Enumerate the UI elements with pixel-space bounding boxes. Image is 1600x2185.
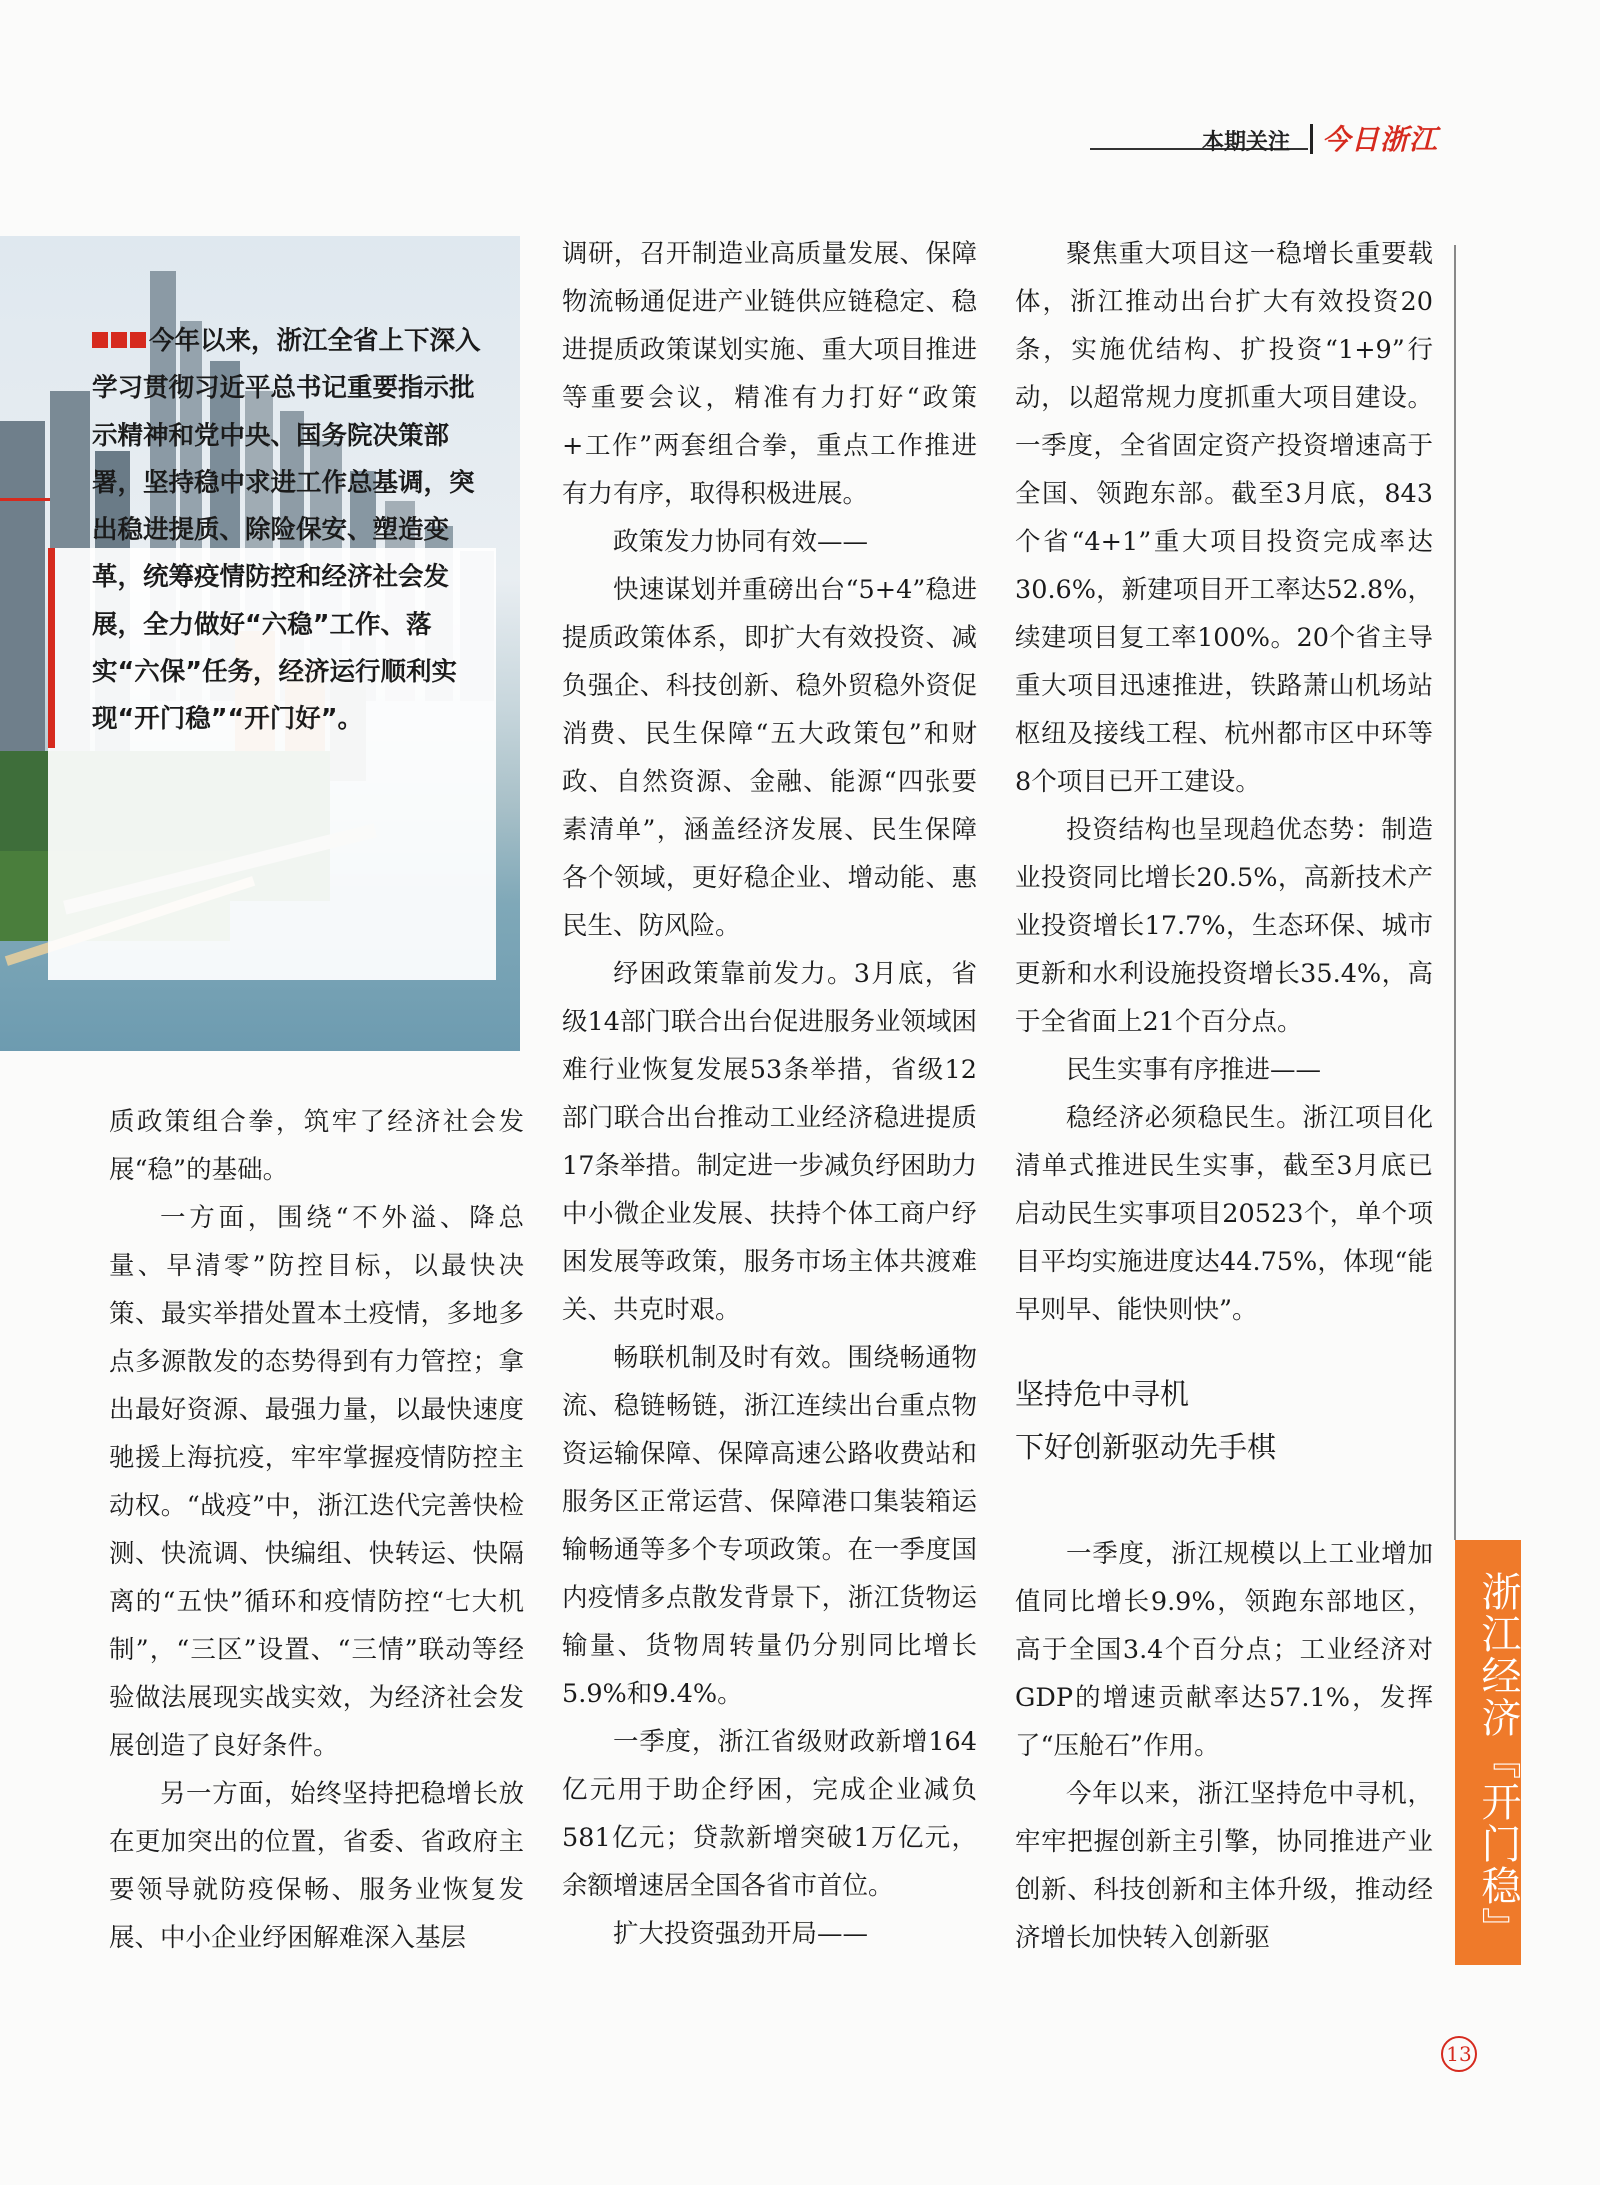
paragraph: 一季度，浙江规模以上工业增加值同比增长9.9%，领跑东部地区，高于全国3.4个百分点；工业经济对GDP的增速贡献率达57.1%，发挥了“压舱石”作用。 [1015, 1539, 1433, 1761]
page-number: 13 [1441, 2036, 1477, 2072]
paragraph: 畅联机制及时有效。围绕畅通物流、稳链畅链，浙江连续出台重点物资运输保障、保障高速公路收费站和服务区正常运营、保障港口集装箱运输畅通等多个专项政策。在一季度国内疫情多点散发背景下，浙江货物运输量、货物周转量仍分别同比增长5.9%和9.4%。 [562, 1343, 977, 1709]
column-rule [1454, 245, 1456, 1540]
section-lead: 民生实事有序推进—— [1066, 1055, 1322, 1085]
column-2 [562, 230, 977, 1958]
paragraph: 聚焦重大项目这一稳增长重要载体，浙江推动出台扩大有效投资20条，实施优结构、扩投资“1+9”行动，以超常规力度抓重大项目建设。一季度，全省固定资产投资增速高于全国、领跑东部。截至3月底，843个省“4+1”重大项目投资完成率达30.6%，新建项目开工率达52.8%，续建项目复工率100%。20个省主导重大项目迅速推进，铁路萧山机场站枢纽及接线工程、杭州都市区中环等8个项目已开工建设。 [1015, 239, 1433, 797]
section-lead: 政策发力协同有效—— [613, 527, 869, 557]
paragraph: 今年以来，浙江坚持危中寻机，牢牢把握创新主引擎，协同推进产业创新、科技创新和主体升级，推动经济增长加快转入创新驱 [1015, 1779, 1433, 1953]
paragraph: 纾困政策靠前发力。3月底，省级14部门联合出台促进服务业领域困难行业恢复发展53条举措，省级12部门联合出台推动工业经济稳进提质17条举措。制定进一步减负纾困助力中小微企业发展、扶持个体工商户纾困发展等政策，服务市场主体共渡难关、共克时艰。 [562, 959, 977, 1325]
paragraph: 快速谋划并重磅出台“5+4”稳进提质政策体系，即扩大有效投资、减负强企、科技创新、稳外贸稳外资促消费、民生保障“五大政策包”和财政、自然资源、金融、能源“四张要素清单”，涵盖经济发展、民生保障各个领域，更好稳企业、增动能、惠民生、防风险。 [562, 575, 977, 941]
paragraph: 调研，召开制造业高质量发展、保障物流畅通促进产业链供应链稳定、稳进提质政策谋划实施、重大项目推进等重要会议，精准有力打好“政策+工作”两套组合拳，重点工作推进有力有序，取得积极进展。 [562, 239, 977, 509]
lead-accent-line [0, 498, 50, 501]
paragraph: 稳经济必须稳民生。浙江项目化清单式推进民生实事，截至3月底已启动民生实事项目20523个，单个项目平均实施进度达44.75%，体现“能早则早、能快则快”。 [1015, 1103, 1433, 1325]
subheading: 下好创新驱动先手棋 [1015, 1430, 1277, 1464]
header-divider [1310, 124, 1313, 154]
paragraph: 另一方面，始终坚持把稳增长放在更加突出的位置，省委、省政府主要领导就防疫保畅、服务业恢复发展、中小企业纾困解难深入基层 [109, 1779, 524, 1953]
section-title: 本期关注 [1202, 130, 1291, 155]
paragraph: 质政策组合拳，筑牢了经济社会发展“稳”的基础。 [109, 1107, 524, 1185]
section-lead: 扩大投资强劲开局—— [613, 1919, 869, 1949]
lead-paragraph: 今年以来，浙江全省上下深入学习贯彻习近平总书记重要指示批示精神和党中央、国务院决策部署，坚持稳中求进工作总基调，突出稳进提质、除险保安、塑造变革，统筹疫情防控和经济社会发展，全力做好“六稳”工作、落实“六保”任务，经济运行顺利实现“开门稳”“开门好”。 [92, 326, 481, 735]
lead-accent-bar [48, 548, 55, 748]
column-3 [1015, 230, 1433, 1962]
section-side-tab: 浙江经济『开门稳』 [1455, 1540, 1521, 1965]
column-1 [109, 1098, 524, 1962]
paragraph: 一季度，浙江省级财政新增164亿元用于助企纾困，完成企业减负581亿元；贷款新增突破1万亿元，余额增速居全国各省市首位。 [562, 1727, 977, 1901]
paragraph: 一方面，围绕“不外溢、降总量、早清零”防控目标，以最快决策、最实举措处置本土疫情，多地多点多源散发的态势得到有力管控；拿出最好资源、最强力量，以最快速度驰援上海抗疫，牢牢掌握疫情防控主动权。“战疫”中，浙江迭代完善快检测、快流调、快编组、快转运、快隔离的“五快”循环和疫情防控“七大机制”，“三区”设置、“三情”联动等经验做法展现实战实效，为经济社会发展创造了良好条件。 [109, 1203, 524, 1761]
paragraph: 投资结构也呈现趋优态势：制造业投资同比增长20.5%，高新技术产业投资增长17.7%，生态环保、城市更新和水利设施投资增长35.4%，高于全省面上21个百分点。 [1015, 815, 1433, 1037]
magazine-logo: 今日浙江 [1322, 123, 1439, 156]
subheading: 坚持危中寻机 [1015, 1377, 1190, 1411]
